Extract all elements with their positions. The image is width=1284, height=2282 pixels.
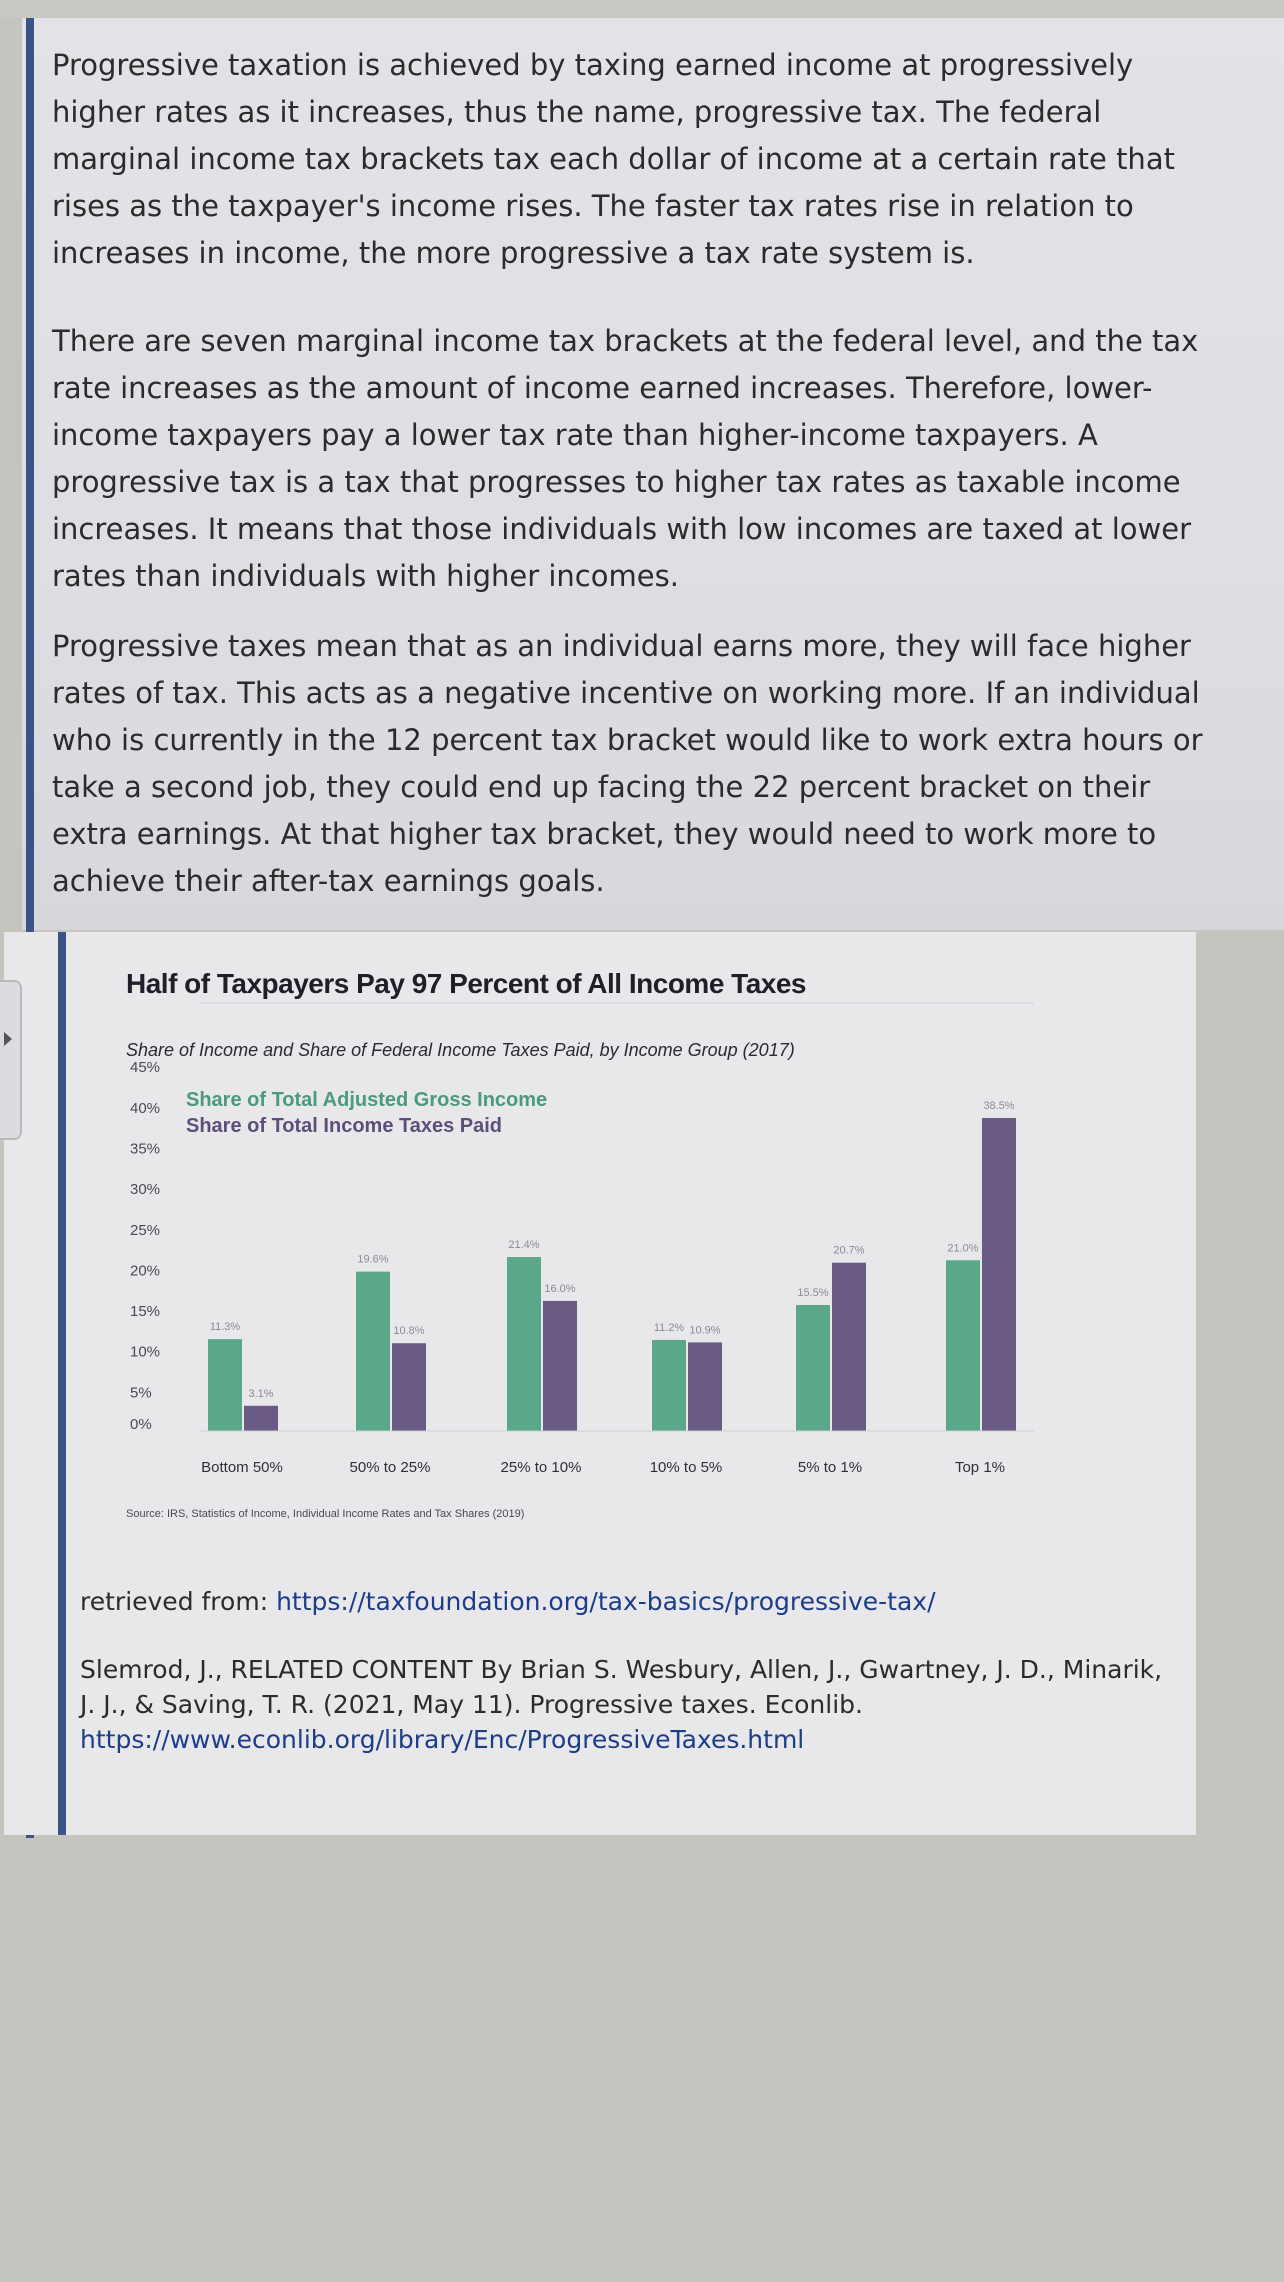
chart-source: Source: IRS, Statistics of Income, Individual Income Rates and Tax Shares (2019) [126,1508,525,1520]
reference-url-link[interactable]: https://www.econlib.org/library/Enc/ProgressiveTaxes.html [80,1725,805,1754]
retrieved-from-line [80,1584,1180,1619]
bar-value-label: 3.1% [248,1387,274,1400]
bar-agi [356,1272,390,1431]
legend-label-taxes: Share of Total Income Taxes Paid [186,1115,503,1137]
bar-agi [796,1305,830,1431]
paragraph-3: Progressive taxes mean that as an individual earns more, they will face higher rates of tax. This acts as a negative incentive on working more. If an individual who is currently in the 12 percent tax bracket would like to work extra hours or take a second job, they could end up facing the 22 percent bracket on their extra earnings. At that higher tax bracket, they would need to work more to achieve their after-tax earnings goals. [52,629,1203,898]
top-strip [0,0,1284,18]
x-category-label: Bottom 50% [201,1459,283,1476]
paragraph-1: Progressive taxation is achieved by taxing earned income at progressively higher rates as it increases, thus the name, progressive tax. The federal marginal income tax brackets tax each dollar of income at a certain rate that rises as the taxpayer's income rises. The faster tax rates rise in relation to increases in income, the more progressive a tax rate system is. [52,48,1175,270]
bar-agi [652,1340,686,1431]
bars [199,1118,1034,1431]
reference-text: Slemrod, J., RELATED CONTENT By Brian S. Wesbury, Allen, J., Gwartney, J. D., Minarik, J. J., & Saving, T. R. (2021, May 11). Progressive taxes. Econlib. [80,1655,1163,1719]
bar-agi [507,1257,541,1431]
bar-value-label: 19.6% [357,1253,389,1266]
reference-citation [80,1652,1180,1757]
bar-labels [210,1100,1015,1400]
bar-value-label: 15.5% [797,1286,829,1299]
x-category-label: 50% to 25% [349,1459,431,1476]
bar-taxes [392,1343,426,1431]
y-tick-label: 40% [130,1099,161,1117]
bar-value-label: 20.7% [833,1244,865,1257]
x-category-label: Top 1% [954,1459,1006,1476]
bar-taxes [244,1406,278,1431]
paragraph-2: There are seven marginal income tax brackets at the federal level, and the tax rate increases as the amount of income earned increases. Therefore, lower-income taxpayers pay a lower tax rate than higher-income taxpayers. A progressive tax is a tax that progresses to higher tax rates as taxable income increases. It means that those individuals with low incomes are taxed at lower rates than individuals with higher incomes. [52,324,1199,593]
bar-value-label: 11.3% [209,1321,241,1334]
y-tick-label: 0% [130,1416,152,1433]
bar-agi [946,1260,980,1431]
bar-taxes [543,1301,577,1431]
bar-taxes [982,1118,1016,1431]
y-tick-label: 10% [130,1343,161,1361]
y-tick-label: 25% [130,1221,161,1239]
y-tick-label: 30% [130,1181,161,1199]
chart-card [4,932,1196,1835]
y-tick-label: 20% [130,1262,161,1280]
chart-subtitle: Share of Income and Share of Federal Income Taxes Paid, by Income Group (2017) [126,1040,795,1060]
bar-value-label: 10.9% [689,1324,721,1337]
bar-value-label: 11.2% [653,1321,685,1334]
chart-title: Half of Taxpayers Pay 97 Percent of All Income Taxes [126,968,806,999]
y-tick-label: 15% [130,1303,161,1321]
bar-value-label: 21.4% [508,1239,540,1252]
retrieved-url-link[interactable]: https://taxfoundation.org/tax-basics/progressive-tax/ [276,1587,936,1616]
bar-taxes [832,1263,866,1431]
retrieved-prefix: retrieved from: [80,1587,277,1616]
bar-value-label: 38.5% [983,1099,1015,1112]
x-category-label: 5% to 1% [797,1459,863,1476]
x-axis-labels [201,1459,1005,1476]
bar-agi [208,1339,242,1431]
y-tick-label: 5% [130,1384,152,1402]
bar-value-label: 21.0% [947,1242,979,1255]
x-category-label: 25% to 10% [500,1459,582,1476]
legend-label-agi: Share of Total Adjusted Gross Income [186,1089,548,1111]
y-tick-label: 35% [130,1140,161,1158]
bar-value-label: 16.0% [544,1282,576,1295]
y-tick-label: 45% [130,1059,161,1077]
bar-value-label: 10.8% [393,1325,425,1338]
x-category-label: 10% to 5% [649,1459,723,1476]
y-axis-ticks [130,1059,160,1433]
bar-taxes [688,1342,722,1431]
